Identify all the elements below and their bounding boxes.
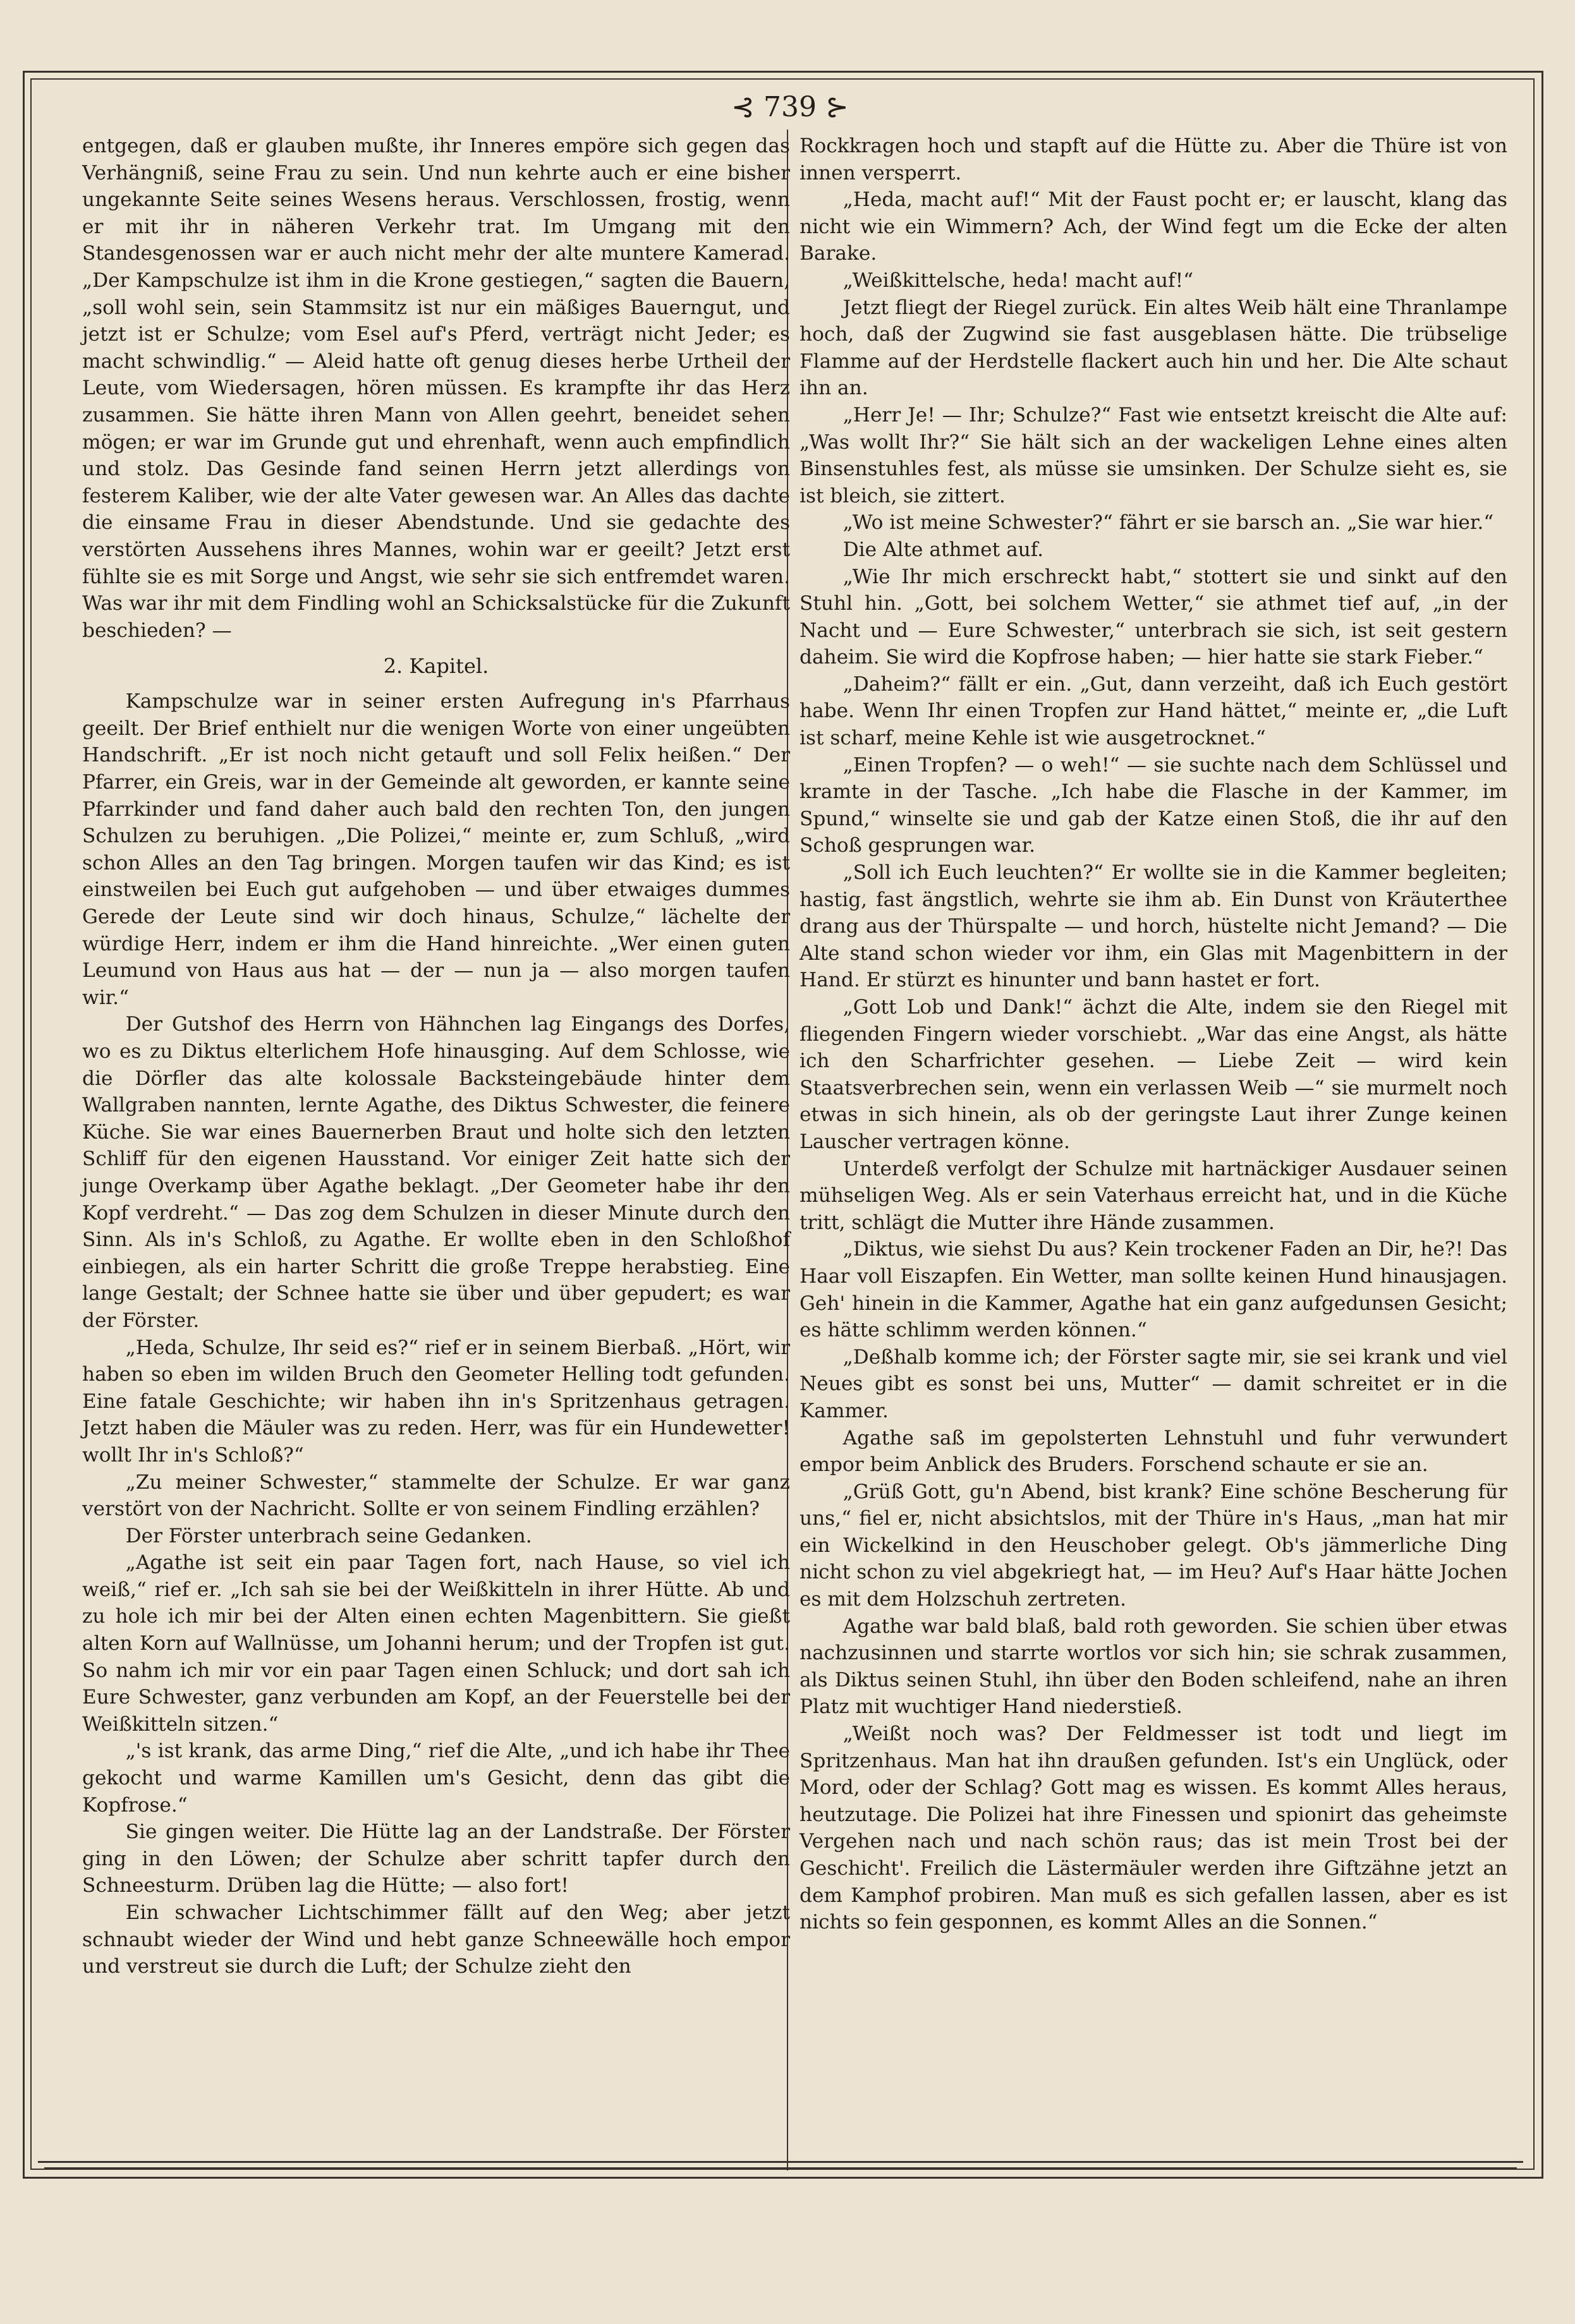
page-header xyxy=(664,88,916,126)
right-column xyxy=(800,133,1507,1936)
paragraph: Agathe war bald blaß, bald roth geworden. Sie schien über etwas nachzusinnen und starrte wortlos vor sich hin; sie schrak zusammen, als Diktus seinen Stuhl, ihn über den Boden schleifend, nahe an ihren Platz mit wuchtiger Hand niederstieß. xyxy=(800,1614,1507,1719)
paragraph: „Weißt noch was? Der Feldmesser ist todt und liegt im Spritzenhaus. Man hat ihn draußen gefunden. Ist's ein Unglück, oder Mord, oder der Schlag? Gott mag es wissen. Es kommt Alles heraus, heutzutage. Die Polizei hat ihre Finessen und spionirt das geheimste Vergehen nach und nach schön raus; das ist mein Trost bei der Geschicht'. Freilich die Lästermäuler werden ihre Giftzähne jetzt an dem Kamphof probiren. Man muß es sich gefallen lassen, aber es ist nichts so fein gesponnen, es kommt Alles an die Sonnen.“ xyxy=(800,1722,1507,1934)
paragraph: „Gott Lob und Dank!“ ächzt die Alte, indem sie den Riegel mit fliegenden Fingern wieder vorschiebt. „War das eine Angst, als hätte ich den Scharfrichter gesehen. — Liebe Zeit — wird kein Staatsverbrechen sein, wenn ein verlassen Weib —“ sie murmelt noch etwas in sich hinein, als ob der geringste Laut ihrer Zunge keinen Lauscher vertragen könne. xyxy=(800,996,1507,1153)
paragraph: Ein schwacher Lichtschimmer fällt auf den Weg; aber jetzt schnaubt wieder der Wind und hebt ganze Schneewälle hoch empor und verstreut sie durch die Luft; der Schulze zieht den xyxy=(82,1901,790,1978)
paragraph: „Herr Je! — Ihr; Schulze?“ Fast wie entsetzt kreischt die Alte auf: „Was wollt Ihr?“ Sie hält sich an der wackeligen Lehne eines alten Binsenstuhles fest, als müsse sie umsinken. Der Schulze sieht es, sie ist bleich, sie zittert. xyxy=(800,403,1507,507)
paragraph: Der Förster unterbrach seine Gedanken. xyxy=(125,1524,532,1547)
paragraph: Unterdeß verfolgt der Schulze mit hartnäckiger Ausdauer seinen mühseligen Weg. Als er sein Vaterhaus erreicht hat, und in die Küche tritt, schlägt die Mutter ihre Hände zusammen. xyxy=(800,1157,1507,1234)
page-number: 739 xyxy=(763,91,817,123)
paragraph: „Einen Tropfen? — o weh!“ — sie suchte nach dem Schlüssel und kramte in der Tasche. „Ich habe die Flasche in der Kammer, im Spund,“ winselte sie und gab der Katze einen Stoß, die ihr auf den Schoß gesprungen war. xyxy=(800,753,1507,857)
paragraph: Kampschulze war in seiner ersten Aufregung in's Pfarrhaus geeilt. Der Brief enthielt nur die wenigen Worte von einer ungeübten Handschrift. „Er ist noch nicht getauft und soll Felix heißen.“ Der Pfarrer, ein Greis, war in der Gemeinde alt geworden, er kannte seine Pfarrkinder und fand daher auch bald den rechten Ton, den jungen Schulzen zu beruhigen. „Die Polizei,“ meinte er, zum Schluß, „wird schon Alles an den Tag bringen. Morgen taufen wir das Kind; es ist einstweilen bei Euch gut aufgehoben — und über etwaiges dummes Gerede der Leute sind wir doch hinaus, Schulze,“ lächelte der würdige Herr, indem er ihm die Hand hinreichte. „Wer einen guten Leumund von Haus aus hat — der — nun ja — also morgen taufen wir.“ xyxy=(82,690,790,1009)
paragraph: Rockkragen hoch und stapft auf die Hütte zu. Aber die Thüre ist von innen versperrt. xyxy=(800,135,1507,185)
paragraph: „Daheim?“ fällt er ein. „Gut, dann verzeiht, daß ich Euch gestört habe. Wenn Ihr einen Tropfen zur Hand hättet,“ meinte er, „die Luft ist scharf, meine Kehle ist wie ausgetrocknet.“ xyxy=(800,672,1507,750)
paragraph: „Agathe ist seit ein paar Tagen fort, nach Hause, so viel ich weiß,“ rief er. „Ich sah sie bei der Weißkitteln in ihrer Hütte. Ab und zu hole ich mir bei der Alten einen echten Magenbittern. Sie gießt alten Korn auf Wallnüsse, um Johanni herum; und der Tropfen ist gut. So nahm ich mir vor ein paar Tagen einen Schluck; und dort sah ich Eure Schwester, ganz verbunden am Kopf, an der Feuerstelle bei der Weißkitteln sitzen.“ xyxy=(82,1551,790,1736)
bottom-rule xyxy=(38,2161,1523,2163)
ornament-left-icon: ⊰ xyxy=(731,91,755,123)
bottom-rule xyxy=(44,2167,1517,2169)
paragraph: „Weißkittelsche, heda! macht auf!“ xyxy=(842,269,1194,292)
paragraph: Agathe saß im gepolsterten Lehnstuhl und fuhr verwundert empor beim Anblick des Bruders. Forschend schaute er sie an. xyxy=(800,1426,1507,1477)
paragraph: Jetzt fliegt der Riegel zurück. Ein altes Weib hält eine Thranlampe hoch, daß der Zugwind sie fast ausgeblasen hätte. Die trübselige Flamme auf der Herdstelle flackert auch hin und her. Die Alte schaut ihn an. xyxy=(800,296,1507,400)
paragraph: entgegen, daß er glauben mußte, ihr Inneres empöre sich gegen das Verhängniß, seine Frau zu sein. Und nun kehrte auch er eine bisher ungekannte Seite seines Wesens heraus. Verschlossen, frostig, wenn er mit ihr in näheren Verkehr trat. Im Umgang mit den Standesgenossen war er auch nicht mehr der alte muntere Kamerad. „Der Kampschulze ist ihm in die Krone gestiegen,“ sagten die Bauern, „soll wohl sein, sein Stammsitz ist nur ein mäßiges Bauerngut, und jetzt ist er Schulze; vom Esel auf's Pferd, verträgt nicht Jeder; es macht schwindlig.“ — Aleid hatte oft genug dieses herbe Urtheil der Leute, vom Wiedersagen, hören müssen. Es krampfte ihr das Herz zusammen. Sie hätte ihren Mann von Allen geehrt, beneidet sehen mögen; er war im Grunde gut und ehrenhaft, wenn auch empfindlich und stolz. Das Gesinde fand seinen Herrn jetzt allerdings von festerem Kaliber, wie der alte Vater gewesen war. An Alles das dachte die einsame Frau in dieser Abendstunde. Und sie gedachte des verstörten Aussehens ihres Mannes, wohin war er geeilt? Jetzt erst fühlte sie es mit Sorge und Angst, wie sehr sie sich entfremdet waren. Was war ihr mit dem Findling wohl an Schicksalstücke für die Zukunft beschieden? — xyxy=(82,135,790,642)
paragraph: Die Alte athmet auf. xyxy=(842,538,1044,561)
paragraph: „Zu meiner Schwester,“ stammelte der Schulze. Er war ganz verstört von der Nachricht. Sollte er von seinem Findling erzählen? xyxy=(82,1470,790,1521)
paragraph: „Wie Ihr mich erschreckt habt,“ stottert sie und sinkt auf den Stuhl hin. „Gott, bei solchem Wetter,“ sie athmet tief auf, „in der Nacht und — Eure Schwester,“ unterbrach sie sich, ist seit gestern daheim. Sie wird die Kopfrose haben; — hier hatte sie stark Fieber.“ xyxy=(800,565,1507,669)
paragraph: „Soll ich Euch leuchten?“ Er wollte sie in die Kammer begleiten; hastig, fast ängstlich, wehrte sie ihm ab. Ein Dunst von Kräuterthee drang aus der Thürspalte — und horch, hüstelte nicht Jemand? — Die Alte stand schon wieder vor ihm, ein Glas mit Magenbittern in der Hand. Er stürzt es hinunter und bann hastet er fort. xyxy=(800,861,1507,992)
paragraph: „Diktus, wie siehst Du aus? Kein trockener Faden an Dir, he?! Das Haar voll Eiszapfen. Ein Wetter, man sollte keinen Hund hinausjagen. Geh' hinein in die Kammer, Agathe hat ein ganz aufgedunsen Gesicht; es hätte schlimm werden können.“ xyxy=(800,1238,1507,1342)
paragraph: „Deßhalb komme ich; der Förster sagte mir, sie sei krank und viel Neues gibt es sonst bei uns, Mutter“ — damit schreitet er in die Kammer. xyxy=(800,1345,1507,1422)
paragraph: „Heda, macht auf!“ Mit der Faust pocht er; er lauscht, klang das nicht wie ein Wimmern? Ach, der Wind fegt um die Ecke der alten Barake. xyxy=(800,188,1507,265)
paragraph: „Grüß Gott, gu'n Abend, bist krank? Eine schöne Bescherung für uns,“ fiel er, nicht absichtslos, mit der Thüre in's Haus, „man hat mir ein Wickelkind in den Heuschober gelegt. Ob's jämmerliche Ding nicht schon zu viel abgekriegt hat, — im Heu? Auf's Haar hätte Jochen es mit dem Holzschuh zertreten. xyxy=(800,1480,1507,1611)
paragraph: „'s ist krank, das arme Ding,“ rief die Alte, „und ich habe ihr Thee gekocht und warme Kamillen um's Gesicht, denn das gibt die Kopfrose.“ xyxy=(82,1740,790,1817)
ornament-right-icon: ⊱ xyxy=(825,91,849,123)
left-column xyxy=(82,133,790,1980)
chapter-heading: 2. Kapitel. xyxy=(383,654,489,679)
paragraph: Sie gingen weiter. Die Hütte lag an der Landstraße. Der Förster ging in den Löwen; der Schulze aber schritt tapfer durch den Schneesturm. Drüben lag die Hütte; — also fort! xyxy=(82,1820,790,1897)
paragraph: „Wo ist meine Schwester?“ fährt er sie barsch an. „Sie war hier.“ xyxy=(842,511,1494,535)
paragraph: Der Gutshof des Herrn von Hähnchen lag Eingangs des Dorfes, wo es zu Diktus elterlichem Hofe hinausging. Auf dem Schlosse, wie die Dörfler das alte kolossale Backsteingebäude hinter dem Wallgraben nannten, lernte Agathe, des Diktus Schwester, die feinere Küche. Sie war eines Bauernerben Braut und holte sich den letzten Schliff für den eigenen Hausstand. Vor einiger Zeit hatte sich der junge Overkamp über Agathe beklagt. „Der Geometer habe ihr den Kopf verdreht.“ — Das zog dem Schulzen in dieser Minute durch den Sinn. Als in's Schloß, zu Agathe. Er wollte eben in den Schloßhof einbiegen, als ein harter Schritt die große Treppe herabstieg. Eine lange Gestalt; der Schnee hatte sie über und über gepudert; es war der Förster. xyxy=(82,1013,790,1332)
paragraph: „Heda, Schulze, Ihr seid es?“ rief er in seinem Bierbaß. „Hört, wir haben so eben im wilden Bruch den Geometer Helling todt gefunden. Eine fatale Geschichte; wir haben ihn in's Spritzenhaus getragen. Jetzt haben die Mäuler was zu reden. Herr, was für ein Hundewetter! wollt Ihr in's Schloß?“ xyxy=(82,1336,790,1467)
